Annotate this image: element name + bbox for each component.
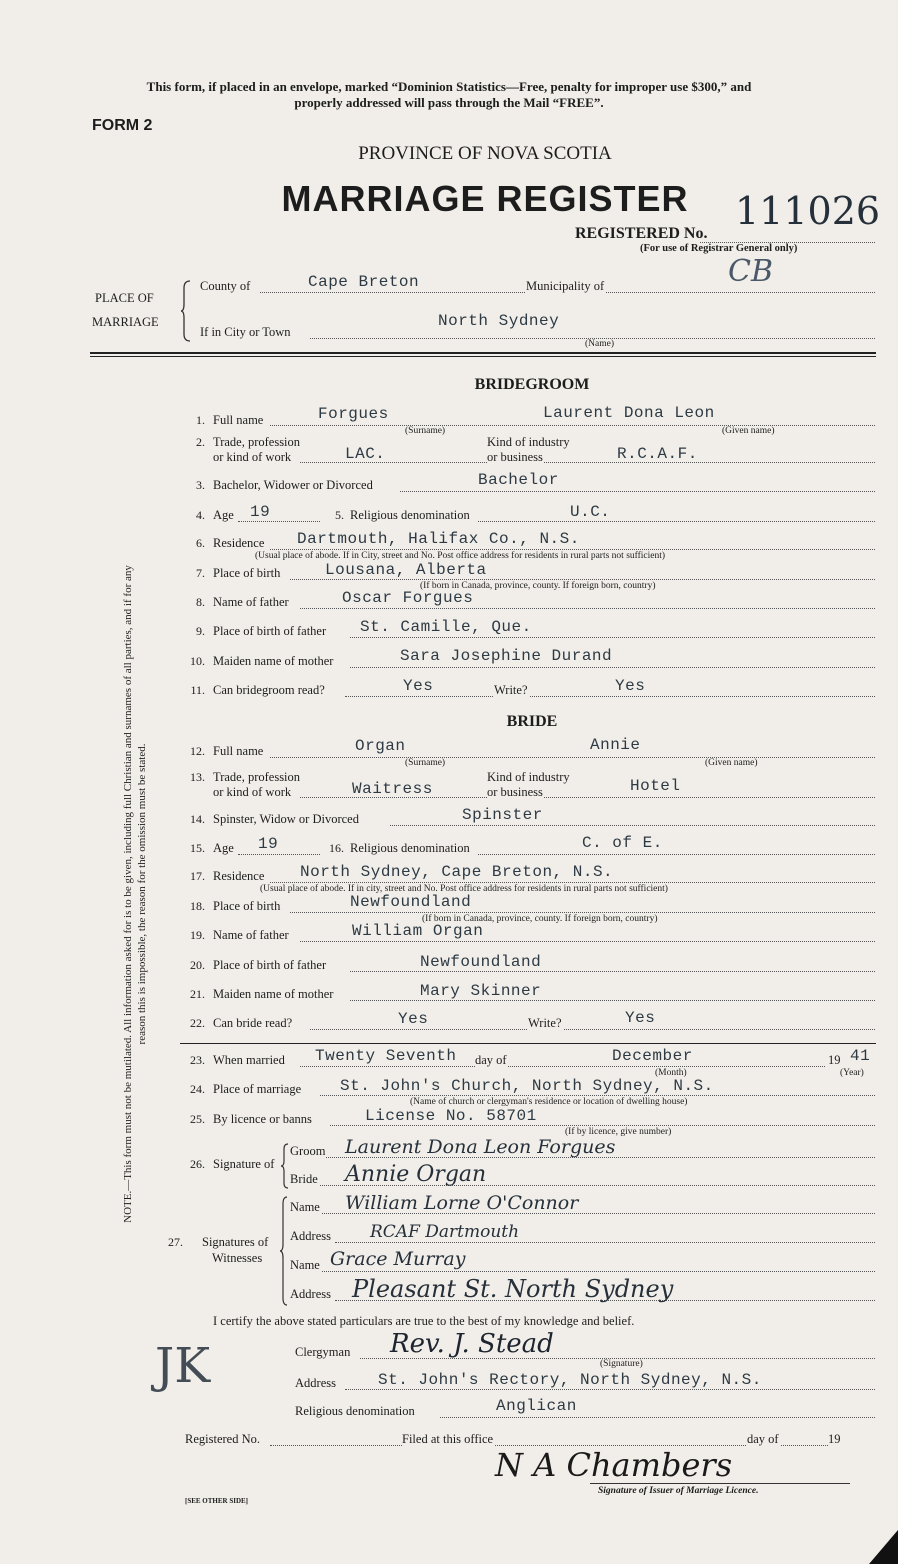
bride-status: Spinster [462,806,543,824]
row-number: 22. [190,1016,205,1030]
bride-label: Bride [290,1172,318,1186]
groom-father-label: Name of father [213,595,289,609]
corner-clip [869,1530,898,1564]
groom-trade: LAC. [345,445,386,463]
groom-signature: Laurent Dona Leon Forgues [345,1136,616,1158]
row-number: 27. [168,1235,183,1249]
bride-write: Yes [625,1009,656,1027]
registered-no-label: REGISTERED No. [575,225,708,242]
row-number: 8. [196,595,205,609]
licence-label: By licence or banns [213,1112,312,1126]
row-number: 24. [190,1082,205,1096]
groom-industry: R.C.A.F. [617,445,698,463]
row-number: 7. [196,566,205,580]
bride-surname: Organ [355,737,406,755]
marriage-label: MARRIAGE [92,315,159,329]
bride-father-birthplace: Newfoundland [420,953,542,971]
bride-mother-label: Maiden name of mother [213,987,334,1001]
page-title: MARRIAGE REGISTER [281,178,689,219]
row-number: 25. [190,1112,205,1126]
row-number: 3. [196,478,205,492]
witness1-name: William Lorne O'Connor [345,1192,579,1214]
brace [180,280,192,342]
year-note: (Year) [840,1068,864,1078]
month-note: (Month) [655,1068,687,1078]
row-number: 6. [196,536,205,550]
groom-write-label: Write? [494,683,528,697]
groom-read: Yes [403,677,434,695]
bride-age-label: Age [213,841,234,855]
bride-father-birthplace-label: Place of birth of father [213,958,327,972]
brace [279,1196,288,1306]
footer-registered-no-label: Registered No. [185,1432,260,1446]
birthplace-note: (If born in Canada, province, county. If foreign born, country) [420,581,656,591]
groom-age: 19 [250,503,271,521]
witnesses-label: Signatures of [202,1235,269,1249]
groom-mother-label: Maiden name of mother [213,654,334,668]
given-name-note: (Given name) [722,426,775,436]
groom-trade-label-2: or kind of work [213,450,292,464]
witness2-name-label: Name [290,1258,320,1272]
signature-note: (Signature) [600,1359,643,1369]
bride-industry: Hotel [630,777,681,795]
clergyman-label: Clergyman [295,1345,351,1359]
bride-age: 19 [258,835,279,853]
marriage-month: December [612,1047,693,1065]
bride-trade-label-2: or kind of work [213,785,292,799]
place-note: (Name of church or clergyman's residence or location of dwelling house) [410,1097,688,1107]
groom-read-label: Can bridegroom read? [213,683,325,697]
residence-note: (Usual place of abode. If in City, street and No. Post office address for residents in rural parts not sufficient) [255,551,666,561]
registrar-note: (For use of Registrar General only) [640,243,798,254]
groom-religion: U.C. [570,503,611,521]
form-number: FORM 2 [92,117,153,134]
row-number: 18. [190,899,205,913]
row-number: 20. [190,958,205,972]
marriage-day: Twenty Seventh [315,1047,457,1065]
row-number: 4. [196,508,205,522]
groom-father-birthplace: St. Camille, Que. [360,618,532,636]
bride-status-label: Spinster, Widow or Divorced [213,812,359,826]
groom-industry-label: Kind of industry [487,435,570,449]
year-prefix: 19 [828,1053,841,1067]
bride-religion: C. of E. [582,834,663,852]
bride-religion-label: Religious denomination [350,841,470,855]
groom-birthplace-label: Place of birth [213,566,281,580]
county-label: County of [200,279,251,293]
bride-trade: Waitress [352,780,433,798]
registered-no-value: 111026 [735,189,881,233]
groom-residence: Dartmouth, Halifax Co., N.S. [297,530,580,548]
place-of-marriage: St. John's Church, North Sydney, N.S. [340,1077,714,1095]
bride-read-label: Can bride read? [213,1016,293,1030]
clergyman-address-label: Address [295,1376,336,1390]
groom-trade-label: Trade, profession [213,435,301,449]
bridegroom-heading: BRIDEGROOM [474,376,590,393]
place-of-label: PLACE OF [95,291,154,305]
row-number: 11. [190,683,205,697]
city-label: If in City or Town [200,325,291,339]
birthplace-note: (If born in Canada, province, county. If foreign born, country) [422,914,658,924]
groom-mother: Sara Josephine Durand [400,647,613,665]
bride-birthplace-label: Place of birth [213,899,281,913]
row-number: 10. [190,654,205,668]
municipality-label: Municipality of [526,279,605,293]
groom-label: Groom [290,1144,326,1158]
row-number: 5. [335,508,344,522]
groom-surname: Forgues [318,405,389,423]
bride-father: William Organ [352,922,484,940]
bride-write-label: Write? [528,1016,562,1030]
licence-note: (If by licence, give number) [565,1127,672,1137]
postal-notice-line2: properly addressed will pass through the Mail “FREE”. [294,95,604,110]
bride-heading: BRIDE [506,713,558,730]
row-number: 15. [190,841,205,855]
bride-full-name-label: Full name [213,744,264,758]
witnesses-label-2: Witnesses [212,1251,263,1265]
postal-notice-line1: This form, if placed in an envelope, marked “Dominion Statistics—Free, penalty for improper use $300,” and [146,79,752,94]
issuer-note: Signature of Issuer of Marriage Licence. [598,1486,759,1496]
bride-birthplace: Newfoundland [350,893,472,911]
bride-industry-label: Kind of industry [487,770,570,784]
groom-status: Bachelor [478,471,559,489]
groom-write: Yes [615,677,646,695]
row-number: 23. [190,1053,205,1067]
row-number: 16. [329,841,344,855]
county-value: Cape Breton [308,273,420,291]
signature-of-label: Signature of [213,1157,275,1171]
row-number: 17. [190,869,205,883]
row-number: 26. [190,1157,205,1171]
bride-given-name: Annie [590,736,641,754]
groom-residence-label: Residence [213,536,265,550]
bride-residence-label: Residence [213,869,265,883]
clergyman-religion-label: Religious denomination [295,1404,415,1418]
day-of-label: day of [475,1053,507,1067]
bride-trade-label: Trade, profession [213,770,301,784]
place-of-marriage-label: Place of marriage [213,1082,302,1096]
groom-father-birthplace-label: Place of birth of father [213,624,327,638]
footer-year-prefix: 19 [828,1432,841,1446]
witness1-name-label: Name [290,1200,320,1214]
residence-note: (Usual place of abode. If in city, street and No. Post office address for residents in rural parts not sufficient) [260,884,668,894]
given-name-note: (Given name) [705,758,758,768]
certification-statement: I certify the above stated particulars are true to the best of my knowledge and belief. [213,1314,635,1328]
groom-industry-label-2: or business [487,450,543,464]
witness2-name: Grace Murray [330,1248,466,1270]
bride-signature: Annie Organ [345,1162,487,1187]
see-other-side: [SEE OTHER SIDE] [185,1497,249,1505]
row-number: 14. [190,812,205,826]
row-number: 12. [190,744,205,758]
groom-status-label: Bachelor, Widower or Divorced [213,478,373,492]
groom-father: Oscar Forgues [342,589,474,607]
row-number: 19. [190,928,205,942]
surname-note: (Surname) [405,426,446,436]
clergyman-religion: Anglican [496,1397,577,1415]
filed-label: Filed at this office [402,1432,494,1446]
city-value: North Sydney [438,312,560,330]
groom-religion-label: Religious denomination [350,508,470,522]
groom-birthplace: Lousana, Alberta [325,561,487,579]
marriage-year: 41 [850,1047,871,1065]
witness2-address-label: Address [290,1287,331,1301]
row-number: 2. [196,435,205,449]
margin-initials: JK [155,1338,211,1394]
witness1-address: RCAF Dartmouth [370,1222,520,1242]
bride-father-label: Name of father [213,928,289,942]
when-married-label: When married [213,1053,285,1067]
bride-mother: Mary Skinner [420,982,542,1000]
bride-residence: North Sydney, Cape Breton, N.S. [300,863,614,881]
municipality-value: CB [728,254,773,289]
row-number: 9. [196,624,205,638]
surname-note: (Surname) [405,758,446,768]
side-note: NOTE.—This form must not be mutilated. All information asked for is to be given, including full Christian and surnames of all parties, and if for any reason this is impossible, the reason for the omission must be stated. [122,565,148,1223]
footer-day-of-label: day of [747,1432,779,1446]
row-number: 1. [196,413,205,427]
licence-number: License No. 58701 [365,1107,537,1125]
clergyman-address: St. John's Rectory, North Sydney, N.S. [378,1371,762,1389]
bride-industry-label-2: or business [487,785,543,799]
clergyman-signature: Rev. J. Stead [390,1329,554,1359]
groom-full-name-label: Full name [213,413,264,427]
groom-age-label: Age [213,508,234,522]
witness1-address-label: Address [290,1229,331,1243]
witness2-address: Pleasant St. North Sydney [352,1275,674,1303]
row-number: 13. [190,770,205,784]
groom-given-name: Laurent Dona Leon [543,404,715,422]
name-note: (Name) [585,339,615,349]
issuer-signature: N A Chambers [495,1446,733,1484]
bride-read: Yes [398,1010,429,1028]
brace [280,1143,289,1189]
province-heading: PROVINCE OF NOVA SCOTIA [358,143,612,164]
row-number: 21. [190,987,205,1001]
